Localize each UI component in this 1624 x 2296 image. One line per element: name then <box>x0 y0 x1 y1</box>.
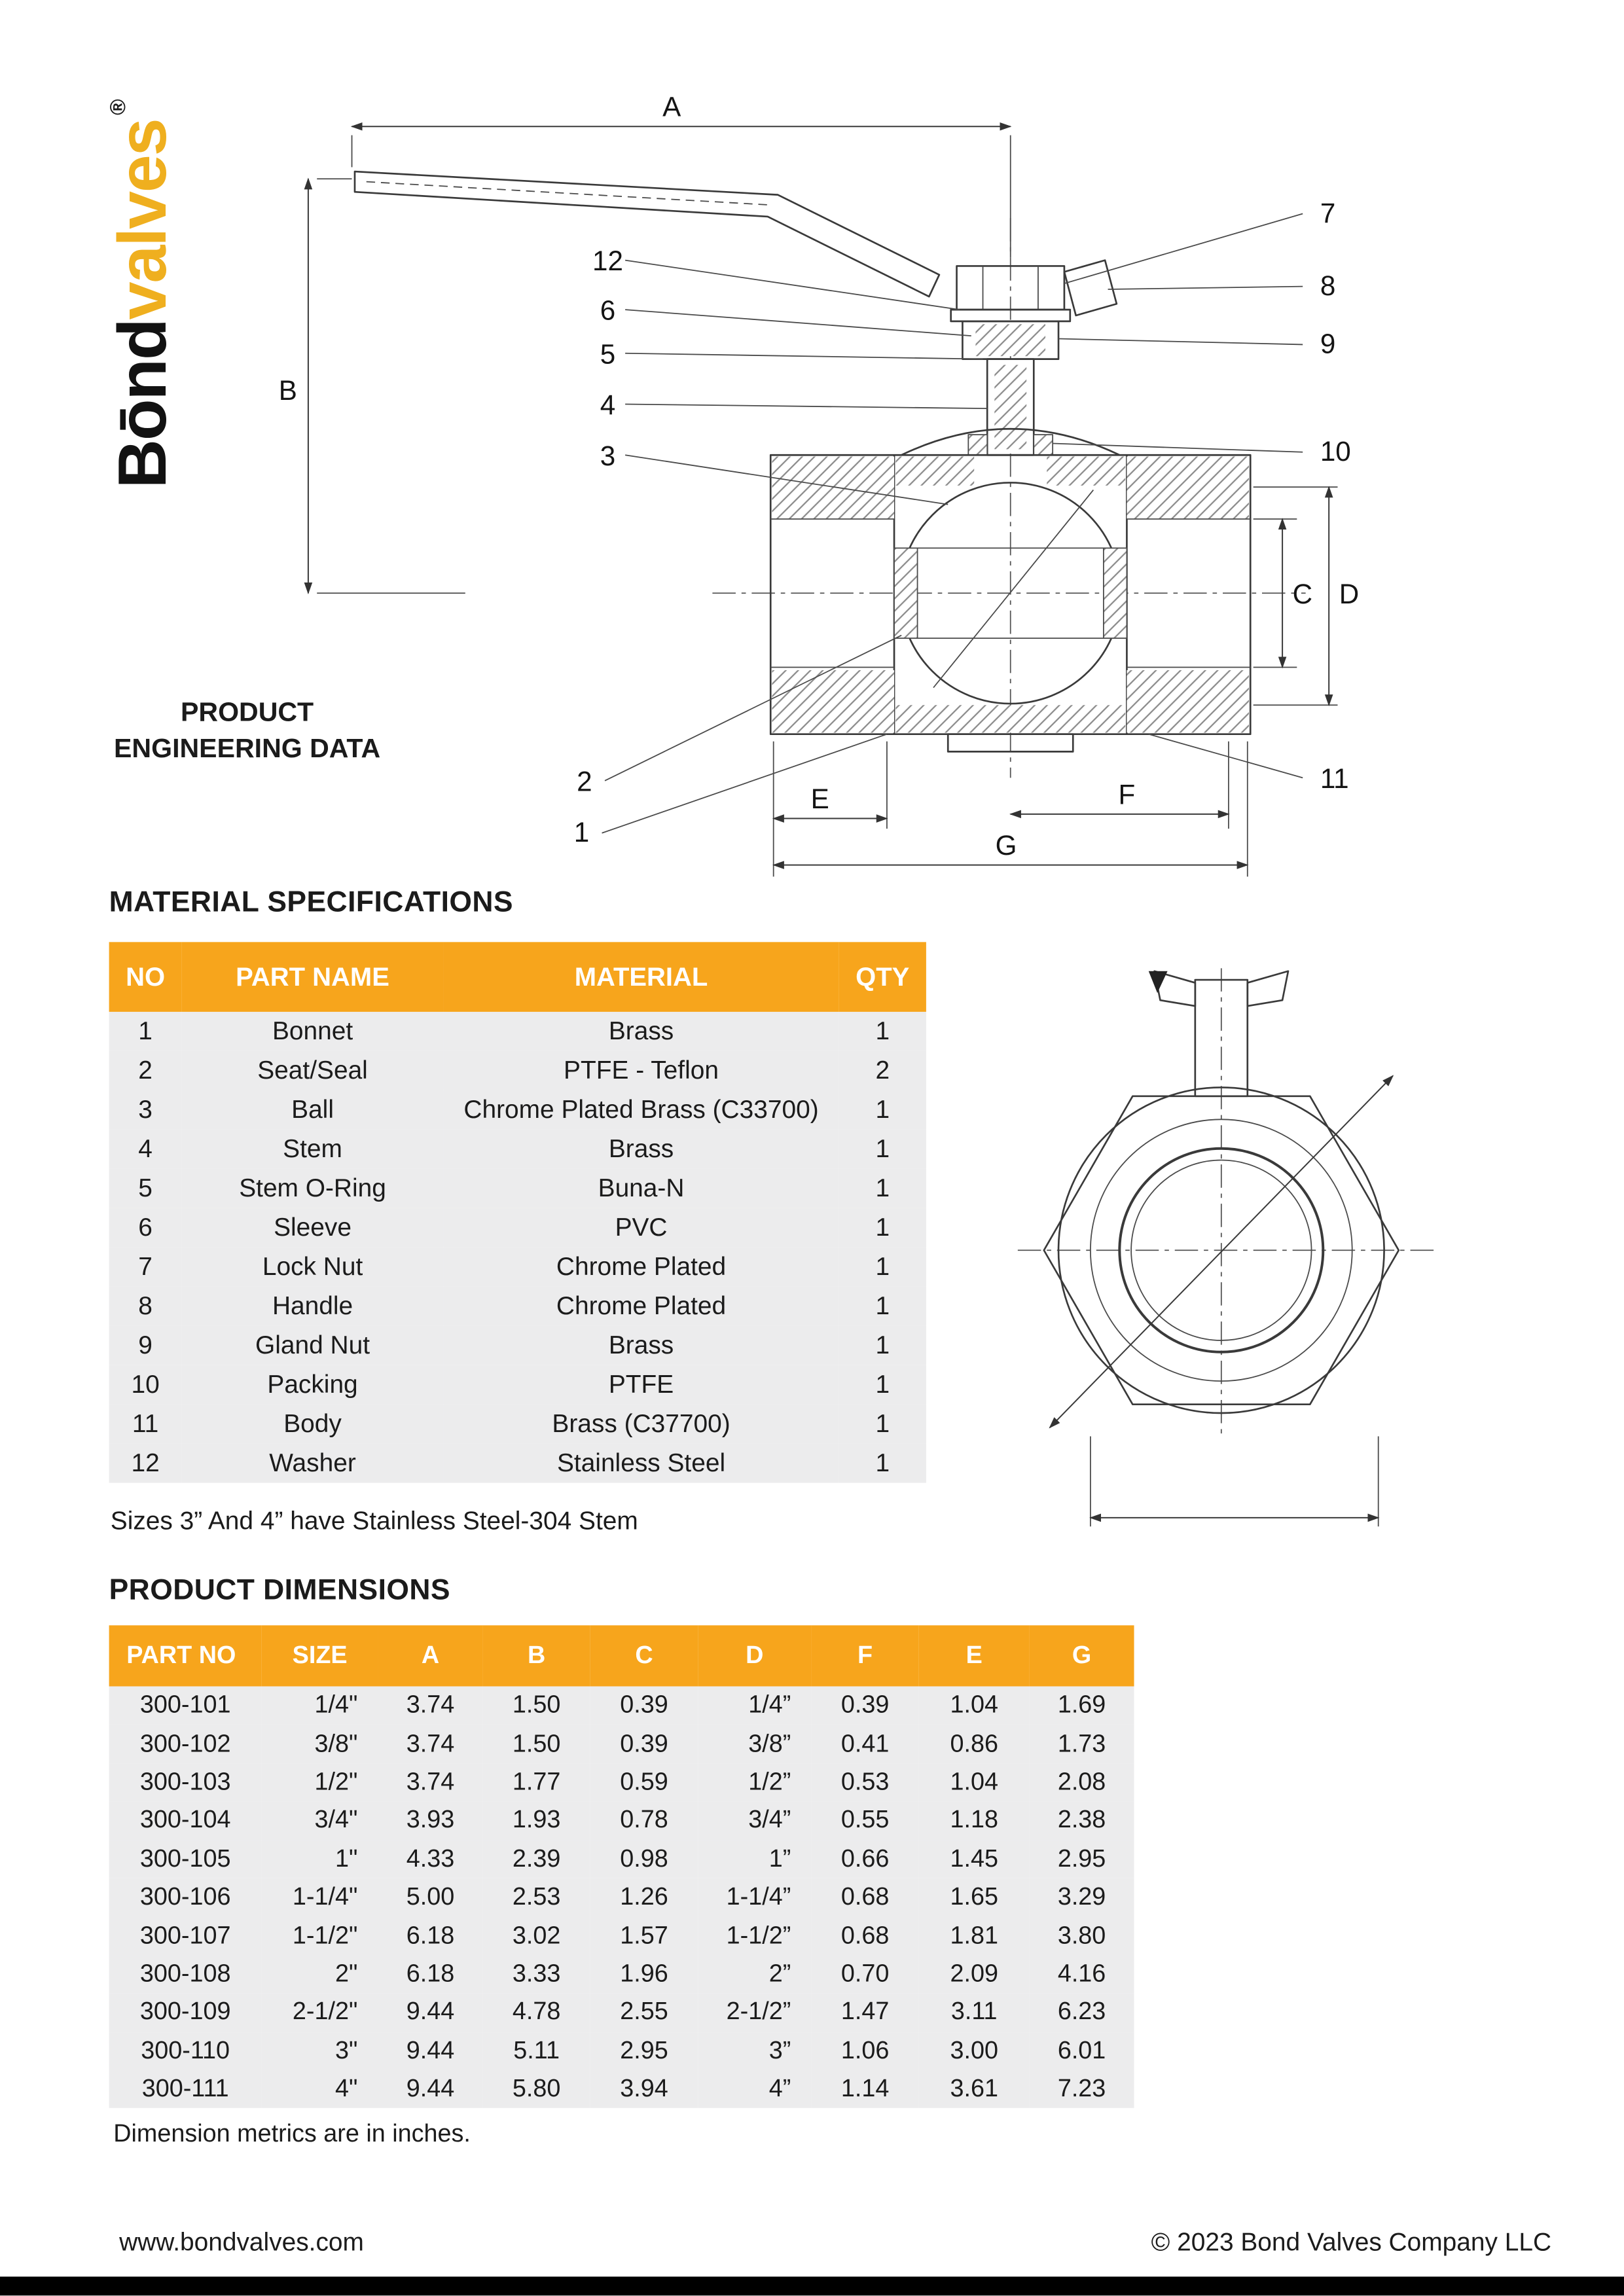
table-cell: 3/8” <box>698 1725 811 1763</box>
table-cell: 300-110 <box>109 2032 262 2070</box>
table-cell: 1.50 <box>482 1687 590 1725</box>
table-cell: 1.06 <box>811 2032 918 2070</box>
table-row <box>109 1012 926 1051</box>
table-cell: 300-106 <box>109 1878 262 1917</box>
table-cell: 3.29 <box>1030 1878 1134 1917</box>
table-cell: 1.69 <box>1030 1687 1134 1725</box>
table-cell: 6.23 <box>1030 1994 1134 2032</box>
table-cell: 3.33 <box>482 1955 590 1994</box>
material-specs-header <box>109 942 926 1012</box>
part-number-2: 2 <box>577 766 592 797</box>
table-cell: 1" <box>262 1840 378 1878</box>
table-cell: 1-1/2" <box>262 1916 378 1955</box>
dim-label-f: F <box>1118 779 1136 810</box>
end-view-centerlines <box>1018 968 1439 1439</box>
valve-end-view-drawing <box>1003 942 1454 1567</box>
website-url: www.bondvalves.com <box>119 2227 364 2257</box>
stem-note: Sizes 3” And 4” have Stainless Steel-304 Stem <box>110 1506 638 1535</box>
table-cell: 3.74 <box>378 1763 483 1802</box>
dim-label-b: B <box>278 374 297 406</box>
dimension-e <box>774 742 887 877</box>
table-row <box>109 1051 926 1090</box>
table-cell: 1 <box>839 1090 926 1130</box>
valve-handle <box>355 171 1117 315</box>
table-cell: Body <box>182 1405 444 1444</box>
table-cell: 3.74 <box>378 1687 483 1725</box>
table-cell: 1/2” <box>698 1763 811 1802</box>
table-cell: 3.02 <box>482 1916 590 1955</box>
col-header-g: G <box>1030 1625 1134 1686</box>
table-cell: 1 <box>839 1405 926 1444</box>
table-cell: 1/2" <box>262 1763 378 1802</box>
table-cell: 3/8" <box>262 1725 378 1763</box>
table-cell: 2-1/2" <box>262 1994 378 2032</box>
table-cell: 1.14 <box>811 2070 918 2109</box>
col-header-size: SIZE <box>262 1625 378 1686</box>
table-row <box>109 1994 1134 2032</box>
table-row <box>109 1444 926 1483</box>
col-header-no: NO <box>109 942 182 1012</box>
table-row <box>109 1955 1134 1994</box>
table-cell: 8 <box>109 1287 182 1326</box>
table-cell: 2.55 <box>590 1994 698 2032</box>
part-number-11: 11 <box>1320 762 1349 794</box>
table-cell: 1.93 <box>482 1801 590 1840</box>
table-cell: 5.11 <box>482 2032 590 2070</box>
table-cell: PVC <box>443 1208 839 1247</box>
table-cell: 300-104 <box>109 1801 262 1840</box>
table-cell: 1-1/4" <box>262 1878 378 1917</box>
table-cell: 3/4” <box>698 1801 811 1840</box>
table-cell: 4” <box>698 2070 811 2109</box>
table-cell: 4.78 <box>482 1994 590 2032</box>
table-cell: 3.11 <box>919 1994 1030 2032</box>
material-specs-table <box>109 942 926 1482</box>
part-number-7: 7 <box>1320 197 1336 228</box>
table-cell: 3.94 <box>590 2070 698 2109</box>
table-cell: 1.50 <box>482 1725 590 1763</box>
table-cell: 3.74 <box>378 1725 483 1763</box>
table-cell: Chrome Plated <box>443 1247 839 1287</box>
table-cell: 2 <box>109 1051 182 1090</box>
table-cell: 1 <box>839 1130 926 1169</box>
table-cell: 3.00 <box>919 2032 1030 2070</box>
table-row <box>109 1208 926 1247</box>
table-cell: Sleeve <box>182 1208 444 1247</box>
table-cell: 1.45 <box>919 1840 1030 1878</box>
units-note: Dimension metrics are in inches. <box>113 2119 471 2147</box>
table-row <box>109 1725 1134 1763</box>
table-cell: 300-102 <box>109 1725 262 1763</box>
col-header-c: C <box>590 1625 698 1686</box>
brand-logo <box>103 99 181 489</box>
table-cell: 1.04 <box>919 1763 1030 1802</box>
valve-cross-section-drawing <box>276 80 1381 894</box>
table-cell: Brass (C37700) <box>443 1405 839 1444</box>
table-cell: 1-1/4” <box>698 1878 811 1917</box>
table-cell: 10 <box>109 1365 182 1405</box>
col-header-material: MATERIAL <box>443 942 839 1012</box>
dim-label-a: A <box>662 91 681 122</box>
table-cell: 1.18 <box>919 1801 1030 1840</box>
table-cell: 2" <box>262 1955 378 1994</box>
table-cell: 1-1/2” <box>698 1916 811 1955</box>
table-cell: PTFE <box>443 1365 839 1405</box>
table-cell: 1.47 <box>811 1994 918 2032</box>
table-cell: Brass <box>443 1012 839 1051</box>
part-number-8: 8 <box>1320 270 1336 301</box>
table-cell: Gland Nut <box>182 1326 444 1365</box>
table-cell: Bonnet <box>182 1012 444 1051</box>
part-number-3: 3 <box>600 440 616 471</box>
table-row <box>109 1763 1134 1802</box>
table-cell: 5.80 <box>482 2070 590 2109</box>
part-number-1: 1 <box>573 817 590 848</box>
dimension-f <box>1011 742 1229 829</box>
part-number-5: 5 <box>600 338 616 370</box>
table-row <box>109 1916 1134 1955</box>
table-row <box>109 1169 926 1208</box>
table-cell: 6.18 <box>378 1955 483 1994</box>
table-cell: 4.33 <box>378 1840 483 1878</box>
table-cell: 1.77 <box>482 1763 590 1802</box>
dim-label-g: G <box>995 830 1017 861</box>
table-cell: 6 <box>109 1208 182 1247</box>
table-cell: Chrome Plated <box>443 1287 839 1326</box>
table-cell: 1 <box>839 1287 926 1326</box>
table-cell: 1/4" <box>262 1687 378 1725</box>
product-dimensions-table <box>109 1625 1134 2108</box>
table-cell: 11 <box>109 1405 182 1444</box>
table-cell: 5.00 <box>378 1878 483 1917</box>
col-header-b: B <box>482 1625 590 1686</box>
table-cell: 4.16 <box>1030 1955 1134 1994</box>
col-header-a: A <box>378 1625 483 1686</box>
part-leaders <box>574 198 1351 848</box>
table-cell: 1/4” <box>698 1687 811 1725</box>
table-cell: 0.66 <box>811 1840 918 1878</box>
table-cell: 1.26 <box>590 1878 698 1917</box>
table-cell: 2 <box>839 1051 926 1090</box>
table-cell: 3” <box>698 2032 811 2070</box>
end-view-width-dimension <box>1091 1437 1379 1527</box>
table-row <box>109 2070 1134 2109</box>
caption-line2: ENGINEERING DATA <box>114 732 381 764</box>
col-header-part-no: PART NO <box>109 1625 262 1686</box>
table-cell: 4 <box>109 1130 182 1169</box>
table-cell: Handle <box>182 1287 444 1326</box>
table-cell: 9.44 <box>378 2032 483 2070</box>
product-dimensions-title: PRODUCT DIMENSIONS <box>109 1574 450 1607</box>
brand-name-yellow: valves <box>103 119 181 320</box>
table-cell: 2” <box>698 1955 811 1994</box>
table-cell: PTFE - Teflon <box>443 1051 839 1090</box>
table-cell: Chrome Plated Brass (C33700) <box>443 1090 839 1130</box>
dim-label-e: E <box>810 783 829 814</box>
table-cell: 1 <box>839 1169 926 1208</box>
table-cell: 9.44 <box>378 1994 483 2032</box>
table-row <box>109 1090 926 1130</box>
table-cell: 1 <box>109 1012 182 1051</box>
table-row <box>109 1840 1134 1878</box>
table-cell: 2.95 <box>590 2032 698 2070</box>
table-cell: 12 <box>109 1444 182 1483</box>
copyright-text: © 2023 Bond Valves Company LLC <box>1151 2227 1552 2257</box>
table-cell: 1.65 <box>919 1878 1030 1917</box>
table-cell: 3" <box>262 2032 378 2070</box>
table-row <box>109 1801 1134 1840</box>
table-cell: 0.39 <box>811 1687 918 1725</box>
table-cell: 0.39 <box>590 1687 698 1725</box>
table-cell: Packing <box>182 1365 444 1405</box>
table-cell: 300-103 <box>109 1763 262 1802</box>
table-cell: 0.78 <box>590 1801 698 1840</box>
table-row <box>109 1247 926 1287</box>
table-cell: 0.86 <box>919 1725 1030 1763</box>
table-cell: 2.53 <box>482 1878 590 1917</box>
table-row <box>109 1130 926 1169</box>
table-cell: 1 <box>839 1326 926 1365</box>
table-cell: 300-105 <box>109 1840 262 1878</box>
col-header-e: E <box>919 1625 1030 1686</box>
material-specs-title: MATERIAL SPECIFICATIONS <box>109 886 513 919</box>
table-row <box>109 1878 1134 1917</box>
part-number-6: 6 <box>600 295 616 326</box>
dimension-a <box>352 92 1011 257</box>
table-cell: 5 <box>109 1169 182 1208</box>
table-cell: 2.08 <box>1030 1763 1134 1802</box>
table-cell: 300-101 <box>109 1687 262 1725</box>
table-cell: 2.38 <box>1030 1801 1134 1840</box>
table-cell: 0.53 <box>811 1763 918 1802</box>
table-cell: 0.70 <box>811 1955 918 1994</box>
col-header-qty: QTY <box>839 942 926 1012</box>
table-cell: 3.93 <box>378 1801 483 1840</box>
dim-label-c: C <box>1292 578 1313 609</box>
part-number-12: 12 <box>592 245 623 277</box>
table-cell: 9 <box>109 1326 182 1365</box>
table-row <box>109 1365 926 1405</box>
table-row <box>109 1326 926 1365</box>
table-cell: 3.61 <box>919 2070 1030 2109</box>
table-cell: 0.68 <box>811 1916 918 1955</box>
table-cell: 300-108 <box>109 1955 262 1994</box>
table-cell: 2.09 <box>919 1955 1030 1994</box>
col-header-part-name: PART NAME <box>182 942 444 1012</box>
table-cell: Brass <box>443 1326 839 1365</box>
table-cell: 1.81 <box>919 1916 1030 1955</box>
table-cell: 7 <box>109 1247 182 1287</box>
table-cell: Washer <box>182 1444 444 1483</box>
table-cell: 7.23 <box>1030 2070 1134 2109</box>
table-cell: Lock Nut <box>182 1247 444 1287</box>
table-cell: 1 <box>839 1012 926 1051</box>
table-cell: 1 <box>839 1247 926 1287</box>
table-row <box>109 1687 1134 1725</box>
table-cell: 300-109 <box>109 1994 262 2032</box>
caption-line1: PRODUCT <box>180 696 314 727</box>
table-cell: 1.73 <box>1030 1725 1134 1763</box>
dimension-b <box>279 179 465 593</box>
stem-assembly <box>901 266 1119 455</box>
table-cell: Brass <box>443 1130 839 1169</box>
table-cell: 0.39 <box>590 1725 698 1763</box>
table-cell: 2-1/2” <box>698 1994 811 2032</box>
table-cell: 1.04 <box>919 1687 1030 1725</box>
table-cell: 0.55 <box>811 1801 918 1840</box>
brand-name-black: Bōnd <box>103 319 181 489</box>
table-cell: 1 <box>839 1365 926 1405</box>
table-row <box>109 1287 926 1326</box>
table-cell: 1.57 <box>590 1916 698 1955</box>
table-cell: 0.68 <box>811 1878 918 1917</box>
table-cell: Stainless Steel <box>443 1444 839 1483</box>
part-number-4: 4 <box>600 389 616 421</box>
table-cell: 3.80 <box>1030 1916 1134 1955</box>
table-cell: 4" <box>262 2070 378 2109</box>
table-cell: 2.95 <box>1030 1840 1134 1878</box>
table-cell: Buna-N <box>443 1169 839 1208</box>
table-cell: 6.18 <box>378 1916 483 1955</box>
table-cell: 0.98 <box>590 1840 698 1878</box>
table-row <box>109 2032 1134 2070</box>
table-cell: 0.41 <box>811 1725 918 1763</box>
table-cell: 6.01 <box>1030 2032 1134 2070</box>
table-cell: 1” <box>698 1840 811 1878</box>
table-cell: Stem <box>182 1130 444 1169</box>
table-cell: 1 <box>839 1444 926 1483</box>
table-cell: Seat/Seal <box>182 1051 444 1090</box>
table-cell: 9.44 <box>378 2070 483 2109</box>
table-cell: 3 <box>109 1090 182 1130</box>
table-cell: Ball <box>182 1090 444 1130</box>
table-cell: 2.39 <box>482 1840 590 1878</box>
part-number-9: 9 <box>1320 328 1336 359</box>
bottom-bar <box>0 2276 1624 2295</box>
col-header-f: F <box>811 1625 918 1686</box>
table-cell: 0.59 <box>590 1763 698 1802</box>
part-number-10: 10 <box>1320 436 1351 467</box>
table-cell: 3/4" <box>262 1801 378 1840</box>
table-cell: 300-107 <box>109 1916 262 1955</box>
table-row <box>109 1405 926 1444</box>
table-cell: 1 <box>839 1208 926 1247</box>
product-dimensions-header <box>109 1625 1134 1686</box>
dim-label-d: D <box>1339 578 1360 609</box>
table-cell: Stem O-Ring <box>182 1169 444 1208</box>
end-view-stem <box>1149 971 1288 1096</box>
registered-mark: ® <box>106 99 131 115</box>
table-cell: 300-111 <box>109 2070 262 2109</box>
col-header-d: D <box>698 1625 811 1686</box>
table-cell: 1.96 <box>590 1955 698 1994</box>
